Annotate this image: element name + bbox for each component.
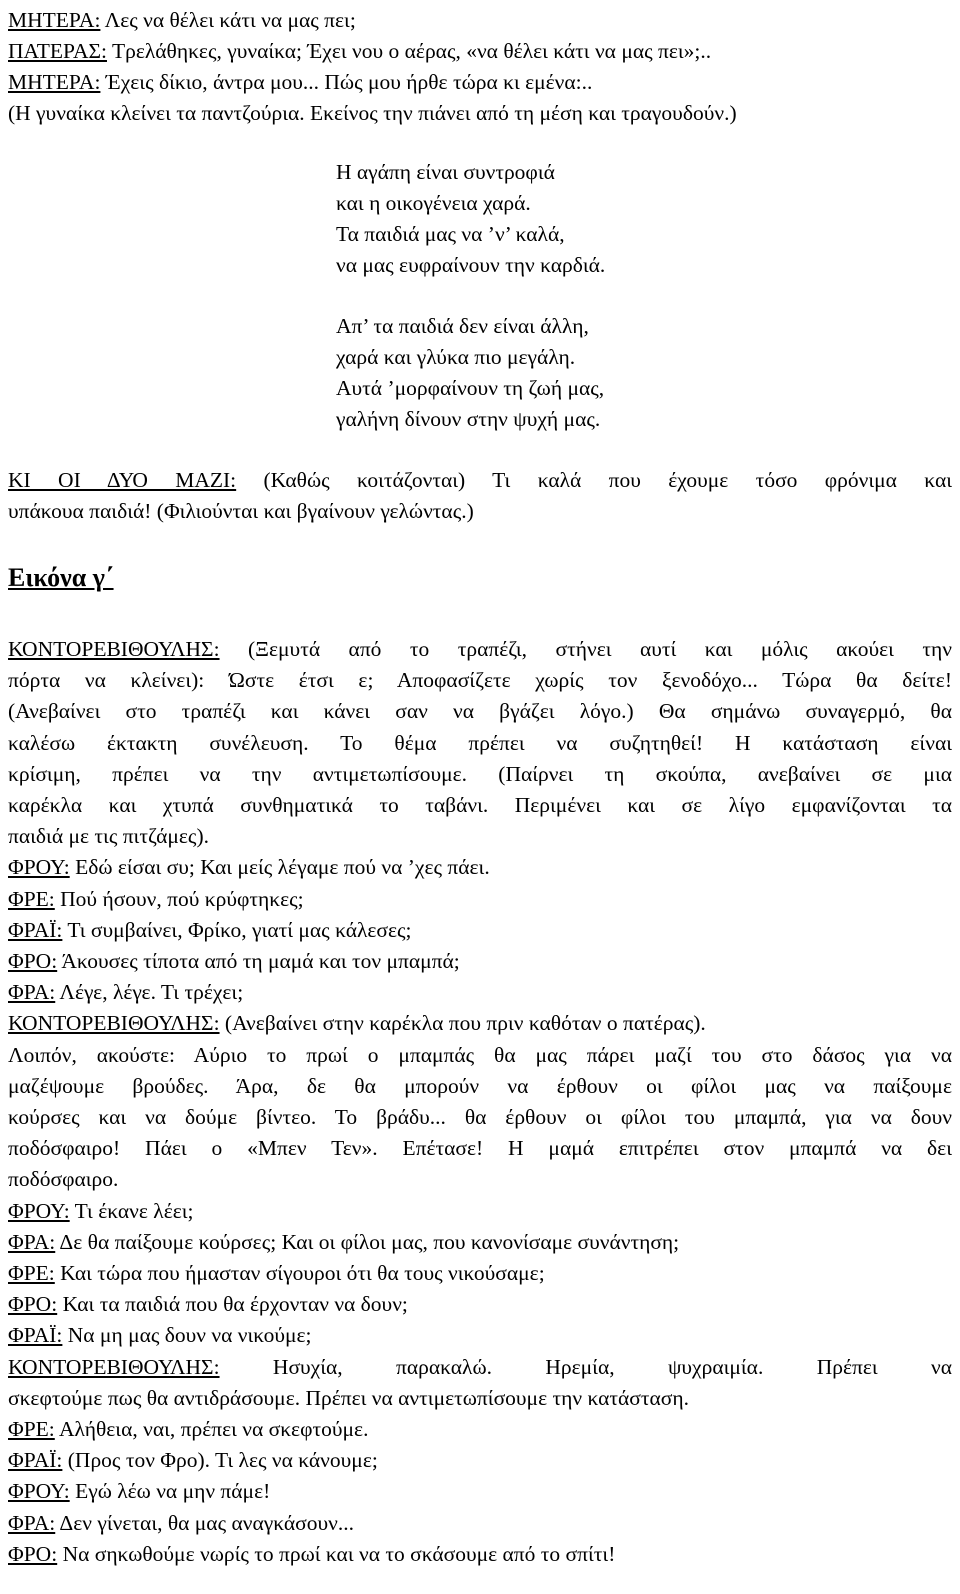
speaker-name: ΜΗΤΕΡΑ: — [8, 70, 101, 94]
dialogue-text: Λέγε, λέγε. Τι τρέχει; — [55, 980, 244, 1005]
dialogue-text: (Καθώς κοιτάζονται) Τι καλά που έχουμε τόσο φρόνιμα και — [236, 468, 952, 492]
dialogue-text: (Ανεβαίνει στην καρέκλα που πριν καθόταν ο πατέρας). — [219, 1011, 706, 1036]
dialogue-continuation — [8, 695, 952, 727]
speaker-name: ΚΟΝΤΟΡΕΒΙΘΟΥΛΗΣ: — [8, 637, 220, 661]
speaker-name: ΦΡΕ: — [8, 886, 55, 911]
dialogue-line — [8, 1195, 194, 1227]
dialogue-text: καλέσω έκτακτη συνέλευση. Το θέμα πρέπει να συζητηθεί! Η κατάσταση είναι — [8, 730, 952, 755]
dialogue-text: παιδιά με τις πιτζάμες). — [8, 824, 209, 849]
dialogue-text: Τι έκανε λέει; — [69, 1198, 194, 1223]
poem-line: χαρά και γλύκα πιο μεγάλη. — [336, 345, 576, 369]
dialogue-text: καρέκλα και χτυπά συνθηματικά το ταβάνι. Περιμένει και σε λίγο εμφανίζονται τα — [8, 793, 952, 817]
dialogue-text: Δεν γίνεται, θα μας αναγκάσουν... — [55, 1510, 354, 1535]
speaker-name: ΦΡΑΪ: — [8, 1323, 63, 1348]
dialogue-line — [8, 945, 460, 977]
speaker-name: ΚΟΝΤΟΡΕΒΙΘΟΥΛΗΣ: — [8, 1354, 220, 1379]
dialogue-text: Δε θα παίξουμε κούρσες; Και οι φίλοι μας, που κανονίσαμε συνάντηση; — [55, 1229, 680, 1254]
dialogue-text: Να μη μας δουν να νικούμε; — [62, 1323, 312, 1348]
dialogue-line — [8, 976, 243, 1008]
dialogue-continuation — [8, 789, 952, 821]
dialogue-text: Αλήθεια, ναι, πρέπει να σκεφτούμε. — [54, 1417, 369, 1441]
dialogue-continuation — [8, 727, 952, 759]
dialogue-line — [8, 1257, 545, 1289]
poem-line: Απ’ τα παιδιά δεν είναι άλλη, — [336, 314, 589, 338]
speaker-name: ΦΡΑ: — [8, 1510, 56, 1535]
dialogue-text: Τι συμβαίνει, Φρίκο, γιατί μας κάλεσες; — [62, 917, 412, 942]
dialogue-line — [8, 1007, 706, 1039]
dialogue-text: Τρελάθηκες, γυναίκα; Έχει νου ο αέρας, «να θέλει κάτι να μας πει»;.. — [106, 39, 712, 63]
dialogue-text: Λοιπόν, ακούστε: Αύριο το πρωί ο μπαμπάς θα μας πάρει μαζί του στο δάσος για να — [8, 1042, 952, 1067]
dialogue-continuation — [8, 1101, 952, 1133]
speaker-name: ΠΑΤΕΡΑΣ: — [8, 39, 107, 63]
speaker-name: ΦΡΑ: — [8, 980, 56, 1005]
dialogue-line — [8, 4, 356, 36]
dialogue-continuation — [8, 1163, 118, 1195]
dialogue-text: Πού ήσουν, πού κρύφτηκες; — [54, 886, 304, 911]
dialogue-text: Λες να θέλει κάτι να μας πει; — [100, 8, 356, 32]
dialogue-text: (Ανεβαίνει στο τραπέζι και κάνει σαν να βγάζει λόγο.) Θα σημάνω συναγερμό, θα — [8, 699, 952, 724]
dialogue-text: κούρσες και να δούμε βίντεο. Το βράδυ... θα έρθουν οι φίλοι του μπαμπά, για να δουν — [8, 1105, 952, 1129]
dialogue-line — [8, 1413, 368, 1445]
speaker-name: ΦΡΑΪ: — [8, 1448, 63, 1473]
speaker-name: ΦΡΟΥ: — [8, 1198, 70, 1223]
speaker-name: ΦΡΟ: — [8, 1292, 58, 1317]
dialogue-line — [8, 633, 952, 665]
dialogue-text: σκεφτούμε πως θα αντιδράσουμε. Πρέπει να αντιμετωπίσουμε την κατάσταση. — [8, 1385, 689, 1410]
dialogue-text: Και τα παιδιά που θα έρχονταν να δουν; — [57, 1292, 408, 1317]
poem-line: γαλήνη δίνουν στην ψυχή μας. — [336, 407, 601, 431]
dialogue-text: Και τώρα που ήμασταν σίγουροι ότι θα τους νικούσαμε; — [54, 1261, 545, 1285]
section-heading: Εικόνα γ΄ — [8, 563, 114, 592]
dialogue-continuation — [8, 1039, 952, 1071]
dialogue-continuation — [8, 820, 209, 852]
dialogue-line — [8, 464, 952, 496]
dialogue-line — [8, 1475, 270, 1507]
dialogue-continuation — [8, 1070, 952, 1102]
speaker-name: ΦΡΟ: — [8, 1541, 58, 1566]
dialogue-continuation — [8, 1382, 689, 1414]
poem-line: και η οικογένεια χαρά. — [336, 191, 531, 215]
dialogue-text: Να σηκωθούμε νωρίς το πρωί και να το σκάσουμε από το σπίτι! — [57, 1541, 616, 1566]
dialogue-line — [8, 1351, 952, 1383]
dialogue-text: κρίσιμη, πρέπει να την αντιμετωπίσουμε. (Παίρνει τη σκούπα, ανεβαίνει σε μια — [8, 761, 952, 786]
poem-line: Αυτά ’μορφαίνουν τη ζωή μας, — [336, 376, 605, 400]
dialogue-line — [8, 35, 711, 67]
poem-line: Η αγάπη είναι συντροφιά — [336, 160, 555, 184]
dialogue-line — [8, 1288, 408, 1320]
dialogue-continuation — [8, 1132, 952, 1164]
dialogue-text: Ησυχία, παρακαλώ. Ηρεμία, ψυχραιμία. Πρέπει να — [219, 1354, 952, 1379]
dialogue-line — [8, 495, 474, 527]
dialogue-line — [8, 851, 490, 883]
speaker-name: ΜΗΤΕΡΑ: — [8, 8, 101, 32]
speaker-name: ΦΡΟΥ: — [8, 1479, 70, 1504]
dialogue-line — [8, 1507, 354, 1539]
speaker-name: ΚΟΝΤΟΡΕΒΙΘΟΥΛΗΣ: — [8, 1011, 220, 1036]
speaker-name: ΦΡΑ: — [8, 1229, 56, 1254]
speaker-name: ΦΡΟΥ: — [8, 855, 70, 880]
dialogue-text: πόρτα να κλείνει): Ώστε έτσι ε; Αποφασίζετε χωρίς τον ξενοδόχο... Τώρα θα δείτε! — [8, 668, 952, 693]
dialogue-text: Άκουσες τίποτα από τη μαμά και τον μπαμπά; — [57, 949, 460, 973]
dialogue-line — [8, 1538, 615, 1570]
dialogue-text: (Η γυναίκα κλείνει τα παντζούρια. Εκείνος την πιάνει από τη μέση και τραγουδούν.) — [8, 101, 737, 125]
speaker-name: ΦΡΟ: — [8, 949, 58, 973]
dialogue-text: (Ξεμυτά από το τραπέζι, στήνει αυτί και μόλις ακούει την — [219, 637, 952, 661]
dialogue-text: Έχεις δίκιο, άντρα μου... Πώς μου ήρθε τώρα κι εμένα:.. — [100, 70, 593, 94]
dialogue-text: Εδώ είσαι συ; Και μείς λέγαμε πού να ’χες πάει. — [69, 855, 490, 880]
dialogue-text: υπάκουα παιδιά! (Φιλιούνται και βγαίνουν γελώντας.) — [8, 499, 474, 523]
dialogue-text: (Προς τον Φρο). Τι λες να κάνουμε; — [62, 1448, 378, 1473]
dialogue-line — [8, 1444, 378, 1476]
dialogue-continuation — [8, 664, 952, 696]
dialogue-line — [8, 1226, 679, 1258]
dialogue-continuation — [8, 758, 952, 790]
dialogue-text: ποδόσφαιρο! Πάει ο «Μπεν Τεν». Επέτασε! Η μαμά επιτρέπει στον μπαμπά να δει — [8, 1136, 952, 1161]
speaker-name: ΚΙ ΟΙ ΔΥΟ ΜΑΖΙ: — [8, 468, 237, 492]
dialogue-text: ποδόσφαιρο. — [8, 1167, 119, 1192]
dialogue-line — [8, 914, 412, 946]
speaker-name: ΦΡΕ: — [8, 1261, 55, 1285]
dialogue-text: Εγώ λέω να μην πάμε! — [69, 1479, 271, 1504]
dialogue-line — [8, 1319, 312, 1351]
poem-line: Τα παιδιά μας να ’ν’ καλά, — [336, 222, 565, 246]
stage-direction — [8, 97, 737, 129]
dialogue-line — [8, 883, 304, 915]
dialogue-line — [8, 66, 592, 98]
speaker-name: ΦΡΑΪ: — [8, 917, 63, 942]
speaker-name: ΦΡΕ: — [8, 1417, 55, 1441]
dialogue-text: μαζέψουμε βρούδες. Άρα, δε θα μπορούν να έρθουν οι φίλοι μας να παίξουμε — [8, 1073, 952, 1098]
poem-line: να μας ευφραίνουν την καρδιά. — [336, 253, 606, 277]
